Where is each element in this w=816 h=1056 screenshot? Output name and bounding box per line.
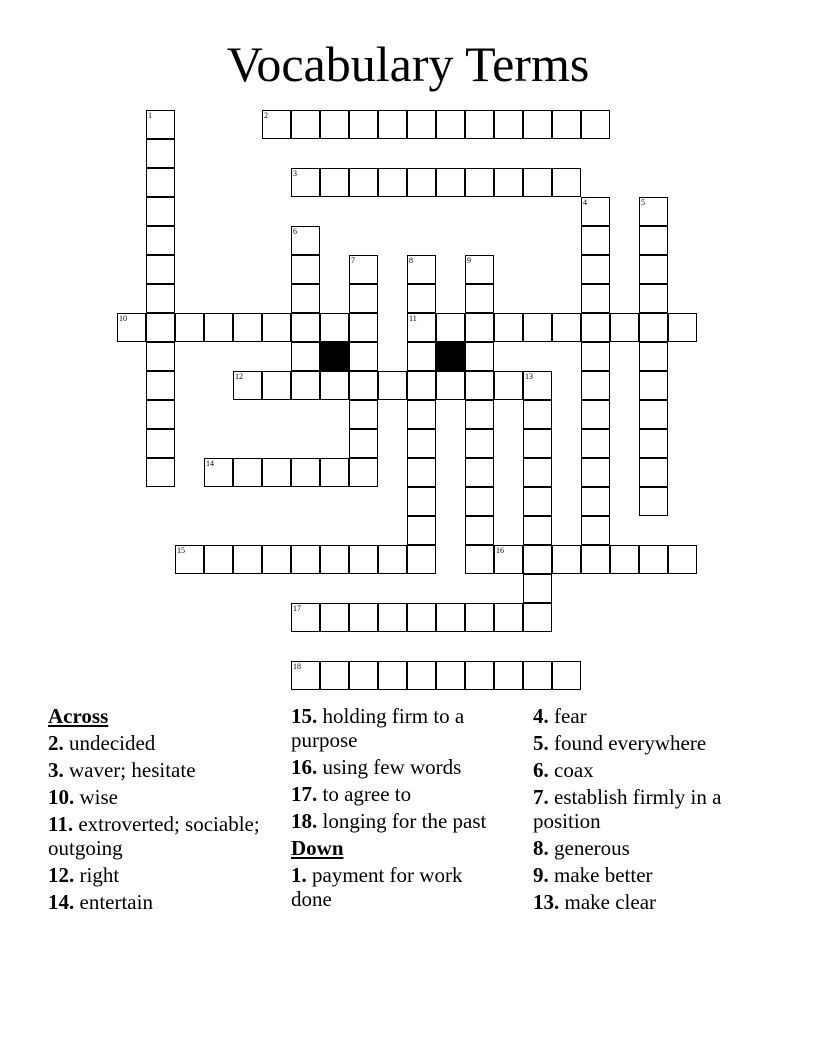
grid-cell[interactable] (320, 313, 349, 342)
grid-cell[interactable] (581, 458, 610, 487)
clue-number: 3. (48, 758, 64, 782)
cell-number: 18 (293, 662, 301, 671)
grid-cell[interactable] (581, 342, 610, 371)
grid-cell[interactable] (407, 603, 436, 632)
clue-text: payment for work done (291, 863, 463, 911)
grid-cell[interactable] (378, 168, 407, 197)
grid-cell[interactable] (494, 313, 523, 342)
grid-cell[interactable] (175, 313, 204, 342)
grid-cell[interactable] (378, 603, 407, 632)
clue-number: 17. (291, 782, 318, 806)
cell-number: 4 (583, 198, 587, 207)
clue-across-3 (48, 758, 268, 782)
grid-cell[interactable] (146, 226, 175, 255)
clue-down-7 (533, 785, 733, 833)
cell-number: 10 (119, 314, 127, 323)
grid-cell[interactable] (146, 197, 175, 226)
grid-cell[interactable] (233, 545, 262, 574)
grid-cell[interactable] (378, 371, 407, 400)
grid-cell[interactable] (639, 255, 668, 284)
grid-cell[interactable] (407, 371, 436, 400)
grid-cell[interactable] (552, 313, 581, 342)
grid-cell[interactable] (465, 284, 494, 313)
grid-cell[interactable] (407, 313, 436, 342)
grid-cell[interactable] (639, 487, 668, 516)
grid-cell[interactable] (291, 458, 320, 487)
grid-cell[interactable] (349, 458, 378, 487)
grid-cell[interactable] (291, 313, 320, 342)
grid-cell[interactable] (378, 661, 407, 690)
clue-number: 18. (291, 809, 318, 833)
black-square (320, 342, 349, 371)
clue-text: waver; hesitate (69, 758, 196, 782)
cell-number: 15 (177, 546, 185, 555)
cell-number: 1 (148, 111, 152, 120)
clue-across-17 (291, 782, 506, 806)
grid-cell[interactable] (581, 197, 610, 226)
grid-cell[interactable] (639, 458, 668, 487)
grid-cell[interactable] (581, 284, 610, 313)
grid-cell[interactable] (552, 110, 581, 139)
clues-column-2 (291, 704, 506, 911)
grid-cell[interactable] (349, 342, 378, 371)
grid-cell[interactable] (320, 168, 349, 197)
grid-cell[interactable] (349, 284, 378, 313)
grid-cell[interactable] (523, 516, 552, 545)
grid-cell[interactable] (494, 168, 523, 197)
grid-cell[interactable] (291, 255, 320, 284)
cell-number: 12 (235, 372, 243, 381)
clue-text: make better (554, 863, 653, 887)
grid-cell[interactable] (349, 400, 378, 429)
grid-cell[interactable] (523, 429, 552, 458)
clue-across-18 (291, 809, 506, 833)
grid-cell[interactable] (639, 284, 668, 313)
grid-cell[interactable] (465, 603, 494, 632)
clue-text: coax (554, 758, 594, 782)
clue-number: 7. (533, 785, 549, 809)
grid-cell[interactable] (465, 661, 494, 690)
grid-cell[interactable] (436, 371, 465, 400)
grid-cell[interactable] (581, 313, 610, 342)
clue-number: 16. (291, 755, 318, 779)
grid-cell[interactable] (262, 313, 291, 342)
grid-cell[interactable] (349, 545, 378, 574)
clue-text: holding firm to a purpose (291, 704, 465, 752)
clue-down-1 (291, 863, 506, 911)
grid-cell[interactable] (407, 545, 436, 574)
clue-number: 2. (48, 731, 64, 755)
grid-cell[interactable] (639, 371, 668, 400)
grid-cell[interactable] (523, 458, 552, 487)
clue-across-11 (48, 812, 268, 860)
grid-cell[interactable] (291, 371, 320, 400)
grid-cell[interactable] (146, 371, 175, 400)
grid-cell[interactable] (291, 284, 320, 313)
grid-cell[interactable] (146, 342, 175, 371)
grid-cell[interactable] (465, 516, 494, 545)
grid-cell[interactable] (523, 110, 552, 139)
clue-number: 1. (291, 863, 307, 887)
grid-cell[interactable] (581, 226, 610, 255)
grid-cell[interactable] (291, 545, 320, 574)
grid-cell[interactable] (262, 371, 291, 400)
grid-cell[interactable] (349, 313, 378, 342)
clue-text: entertain (79, 890, 153, 914)
grid-cell[interactable] (523, 661, 552, 690)
cell-number: 11 (409, 314, 417, 323)
grid-cell[interactable] (581, 516, 610, 545)
grid-cell[interactable] (320, 603, 349, 632)
clue-across-2 (48, 731, 268, 755)
grid-cell[interactable] (233, 371, 262, 400)
grid-cell[interactable] (465, 458, 494, 487)
grid-cell[interactable] (262, 545, 291, 574)
cell-number: 6 (293, 227, 297, 236)
clue-text: to agree to (322, 782, 412, 806)
grid-cell[interactable] (320, 110, 349, 139)
grid-cell[interactable] (407, 516, 436, 545)
grid-cell[interactable] (233, 458, 262, 487)
black-square (436, 342, 465, 371)
grid-cell[interactable] (146, 400, 175, 429)
grid-cell[interactable] (378, 110, 407, 139)
grid-cell[interactable] (407, 110, 436, 139)
clue-down-5 (533, 731, 733, 755)
clue-down-4 (533, 704, 733, 728)
grid-cell[interactable] (581, 400, 610, 429)
grid-cell[interactable] (407, 342, 436, 371)
grid-cell[interactable] (146, 458, 175, 487)
grid-cell[interactable] (407, 168, 436, 197)
grid-cell[interactable] (552, 545, 581, 574)
grid-cell[interactable] (436, 313, 465, 342)
grid-cell[interactable] (262, 458, 291, 487)
grid-cell[interactable] (204, 545, 233, 574)
grid-cell[interactable] (465, 255, 494, 284)
grid-cell[interactable] (581, 371, 610, 400)
cell-number: 5 (641, 198, 645, 207)
grid-cell[interactable] (407, 487, 436, 516)
clue-text: fear (554, 704, 587, 728)
grid-cell[interactable] (494, 110, 523, 139)
grid-cell[interactable] (291, 603, 320, 632)
cell-number: 16 (496, 546, 504, 555)
grid-cell[interactable] (349, 255, 378, 284)
grid-cell[interactable] (117, 313, 146, 342)
cell-number: 9 (467, 256, 471, 265)
grid-cell[interactable] (581, 110, 610, 139)
grid-cell[interactable] (436, 661, 465, 690)
clue-text: found everywhere (554, 731, 707, 755)
clue-number: 10. (48, 785, 75, 809)
clue-number: 13. (533, 890, 560, 914)
grid-cell[interactable] (465, 371, 494, 400)
grid-cell[interactable] (639, 545, 668, 574)
grid-cell[interactable] (146, 284, 175, 313)
grid-cell[interactable] (378, 545, 407, 574)
grid-cell[interactable] (262, 110, 291, 139)
cell-number: 7 (351, 256, 355, 265)
grid-cell[interactable] (175, 545, 204, 574)
grid-cell[interactable] (407, 284, 436, 313)
grid-cell[interactable] (407, 429, 436, 458)
grid-cell[interactable] (349, 661, 378, 690)
clue-number: 8. (533, 836, 549, 860)
clue-down-6 (533, 758, 733, 782)
grid-cell[interactable] (639, 429, 668, 458)
grid-cell[interactable] (581, 255, 610, 284)
grid-cell[interactable] (610, 313, 639, 342)
grid-cell[interactable] (523, 168, 552, 197)
grid-cell[interactable] (494, 371, 523, 400)
grid-cell[interactable] (291, 342, 320, 371)
grid-cell[interactable] (436, 168, 465, 197)
grid-cell[interactable] (407, 458, 436, 487)
clue-text: undecided (69, 731, 156, 755)
grid-cell[interactable] (523, 545, 552, 574)
grid-cell[interactable] (523, 603, 552, 632)
clue-text: right (79, 863, 120, 887)
grid-cell[interactable] (465, 110, 494, 139)
clue-down-8 (533, 836, 733, 860)
grid-cell[interactable] (204, 313, 233, 342)
grid-cell[interactable] (523, 313, 552, 342)
grid-cell[interactable] (146, 168, 175, 197)
clue-number: 12. (48, 863, 75, 887)
grid-cell[interactable] (523, 487, 552, 516)
across-heading: Across (48, 704, 109, 728)
grid-cell[interactable] (349, 429, 378, 458)
grid-cell[interactable] (581, 545, 610, 574)
grid-cell[interactable] (407, 255, 436, 284)
grid-cell[interactable] (465, 487, 494, 516)
grid-cell[interactable] (436, 110, 465, 139)
clue-number: 9. (533, 863, 549, 887)
grid-cell[interactable] (320, 371, 349, 400)
grid-cell[interactable] (291, 110, 320, 139)
grid-cell[interactable] (639, 313, 668, 342)
grid-cell[interactable] (465, 342, 494, 371)
clue-across-16 (291, 755, 506, 779)
clue-across-14 (48, 890, 268, 914)
clue-number: 11. (48, 812, 74, 836)
grid-cell[interactable] (465, 313, 494, 342)
clue-across-10 (48, 785, 268, 809)
clue-text: make clear (564, 890, 657, 914)
grid-cell[interactable] (146, 139, 175, 168)
grid-cell[interactable] (639, 400, 668, 429)
clue-number: 14. (48, 890, 75, 914)
clue-text: generous (554, 836, 630, 860)
grid-cell[interactable] (407, 400, 436, 429)
grid-cell[interactable] (523, 400, 552, 429)
grid-cell[interactable] (233, 313, 262, 342)
clue-across-12 (48, 863, 268, 887)
clue-text: using few words (322, 755, 462, 779)
grid-cell[interactable] (523, 371, 552, 400)
grid-cell[interactable] (320, 545, 349, 574)
grid-cell[interactable] (146, 313, 175, 342)
page-title: Vocabulary Terms (226, 36, 590, 92)
grid-cell[interactable] (465, 545, 494, 574)
grid-cell[interactable] (349, 110, 378, 139)
grid-cell[interactable] (146, 429, 175, 458)
clue-down-13 (533, 890, 733, 914)
cell-number: 17 (293, 604, 301, 613)
grid-cell[interactable] (581, 429, 610, 458)
clue-across-15 (291, 704, 506, 752)
clues-column-1 (48, 704, 268, 914)
grid-cell[interactable] (320, 661, 349, 690)
grid-cell[interactable] (581, 487, 610, 516)
grid-cell[interactable] (494, 545, 523, 574)
clue-down-9 (533, 863, 733, 887)
grid-cell[interactable] (523, 574, 552, 603)
cell-number: 13 (525, 372, 533, 381)
clue-number: 5. (533, 731, 549, 755)
grid-cell[interactable] (465, 168, 494, 197)
grid-cell[interactable] (668, 313, 697, 342)
clue-text: extroverted; sociable; outgoing (48, 812, 260, 860)
grid-cell[interactable] (552, 661, 581, 690)
clues-column-3 (533, 704, 733, 914)
grid-cell[interactable] (291, 226, 320, 255)
grid-cell[interactable] (146, 255, 175, 284)
grid-cell[interactable] (436, 603, 465, 632)
grid-cell[interactable] (349, 603, 378, 632)
grid-cell[interactable] (639, 226, 668, 255)
grid-cell[interactable] (291, 661, 320, 690)
grid-cell[interactable] (146, 110, 175, 139)
grid-cell[interactable] (349, 371, 378, 400)
cell-number: 2 (264, 111, 268, 120)
clue-text: longing for the past (322, 809, 487, 833)
grid-cell[interactable] (494, 603, 523, 632)
grid-cell[interactable] (465, 400, 494, 429)
grid-cell[interactable] (407, 661, 436, 690)
clue-text: establish firmly in a position (533, 785, 722, 833)
grid-cell[interactable] (349, 168, 378, 197)
grid-cell[interactable] (204, 458, 233, 487)
grid-cell[interactable] (552, 168, 581, 197)
cell-number: 8 (409, 256, 413, 265)
grid-cell[interactable] (639, 342, 668, 371)
grid-cell[interactable] (465, 429, 494, 458)
grid-cell[interactable] (610, 545, 639, 574)
clue-text: wise (79, 785, 118, 809)
grid-cell[interactable] (291, 168, 320, 197)
grid-cell[interactable] (668, 545, 697, 574)
clue-number: 6. (533, 758, 549, 782)
grid-cell[interactable] (494, 661, 523, 690)
cell-number: 14 (206, 459, 214, 468)
grid-cell[interactable] (639, 197, 668, 226)
down-heading: Down (291, 836, 344, 860)
cell-number: 3 (293, 169, 297, 178)
clue-number: 4. (533, 704, 549, 728)
clue-number: 15. (291, 704, 318, 728)
grid-cell[interactable] (320, 458, 349, 487)
